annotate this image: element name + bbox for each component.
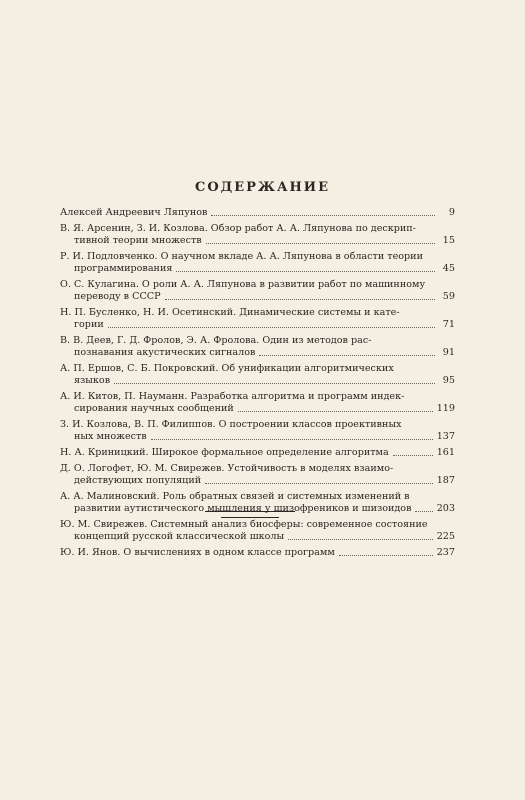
leader-dots [211,215,435,216]
toc-entry-title-continued: действующих популяций [74,475,202,486]
toc-entry-title: Ю. М. Свирежев. Системный анализ биосферы: современное состояние [60,519,428,530]
toc-entry-title-continued: сирования научных сообщений [74,403,234,414]
toc-entry-title-continued: гории [74,319,104,330]
toc-page-number: 45 [442,263,455,274]
toc-entry-title: Ю. И. Янов. О вычислениях в одном классе программ [60,547,335,558]
leader-dots [393,455,433,456]
toc-entry-title: Алексей Андреевич Ляпунов [60,207,208,218]
toc-entry [60,335,455,359]
toc-heading: СОДЕРЖАНИЕ [194,180,331,195]
toc-entry [60,307,455,331]
leader-dots [165,299,435,300]
toc-entry [60,251,455,275]
toc-entry-title: Н. П. Бусленко, Н. И. Осетинский. Динамические системы и кате- [60,307,400,318]
toc-entry-title: В. Я. Арсенин, З. И. Козлова. Обзор работ А. А. Ляпунова по дескрип- [60,223,416,234]
toc-page-number: 237 [436,547,455,558]
toc-entry [60,447,455,459]
toc-entry-title-continued: развитии аутистического мышления у шизофреников и шизоидов [74,503,412,514]
toc-entry-title: А. А. Малиновский. Роль обратных связей и системных изменений в [60,491,410,502]
table-of-contents [60,207,455,563]
toc-page-number: 59 [442,291,455,302]
toc-entry [60,419,455,443]
toc-entry-title-continued: программирования [74,263,173,274]
toc-entry-title: Н. А. Криницкий. Широкое формальное определение алгоритма [60,447,389,458]
leader-dots [415,511,432,512]
toc-entry-title-continued: концепций русской классической школы [74,531,285,542]
leader-dots [114,383,435,384]
toc-entry-title-continued: языков [74,375,111,386]
toc-entry-title-continued: переводу в СССР [74,291,161,302]
toc-entry-title: Д. О. Логофет, Ю. М. Свирежев. Устойчивость в моделях взаимо- [60,463,394,474]
toc-page-number: 71 [442,319,455,330]
leader-dots [108,327,435,328]
toc-entry-title: З. И. Козлова, В. П. Филиппов. О построении классов проективных [60,419,402,430]
toc-entry-title: В. В. Деев, Г. Д. Фролов, Э. А. Фролова. Один из методов рас- [60,335,372,346]
toc-entry [60,547,455,559]
toc-entry-title: А. И. Китов, П. Науманн. Разработка алгоритма и программ индек- [60,391,405,402]
toc-page-number: 161 [436,447,455,458]
toc-entry [60,363,455,387]
toc-entry [60,463,455,487]
toc-page-number: 91 [442,347,455,358]
leader-dots [176,271,435,272]
leader-dots [205,483,433,484]
toc-entry [60,223,455,247]
toc-entry [60,279,455,303]
toc-page-number: 137 [436,431,455,442]
toc-entry-title-continued: тивной теории множеств [74,235,202,246]
toc-entry-title: Р. И. Подловченко. О научном вкладе А. А. Ляпунова в области теории [60,251,423,262]
toc-page-number: 119 [436,403,455,414]
toc-page-number: 9 [448,207,455,218]
toc-entry-title: О. С. Кулагина. О роли А. А. Ляпунова в развитии работ по машинному [60,279,426,290]
toc-page-number: 95 [442,375,455,386]
leader-dots [288,539,433,540]
leader-dots [238,411,433,412]
toc-entry-title-continued: ных множеств [74,431,147,442]
leader-dots [259,355,435,356]
leader-dots [151,439,433,440]
toc-entry [60,207,455,219]
closing-rule-short [221,517,279,518]
leader-dots [339,555,433,556]
toc-entry [60,519,455,543]
toc-entry [60,391,455,415]
toc-page-number: 225 [436,531,455,542]
toc-page-number: 187 [436,475,455,486]
toc-entry-title-continued: познавания акустических сигналов [74,347,256,358]
toc-page-number: 15 [442,235,455,246]
toc-page-number: 203 [436,503,455,514]
toc-entry-title: А. П. Ершов, С. Б. Покровский. Об унификации алгоритмических [60,363,394,374]
leader-dots [206,243,435,244]
closing-rule-long [205,511,295,512]
